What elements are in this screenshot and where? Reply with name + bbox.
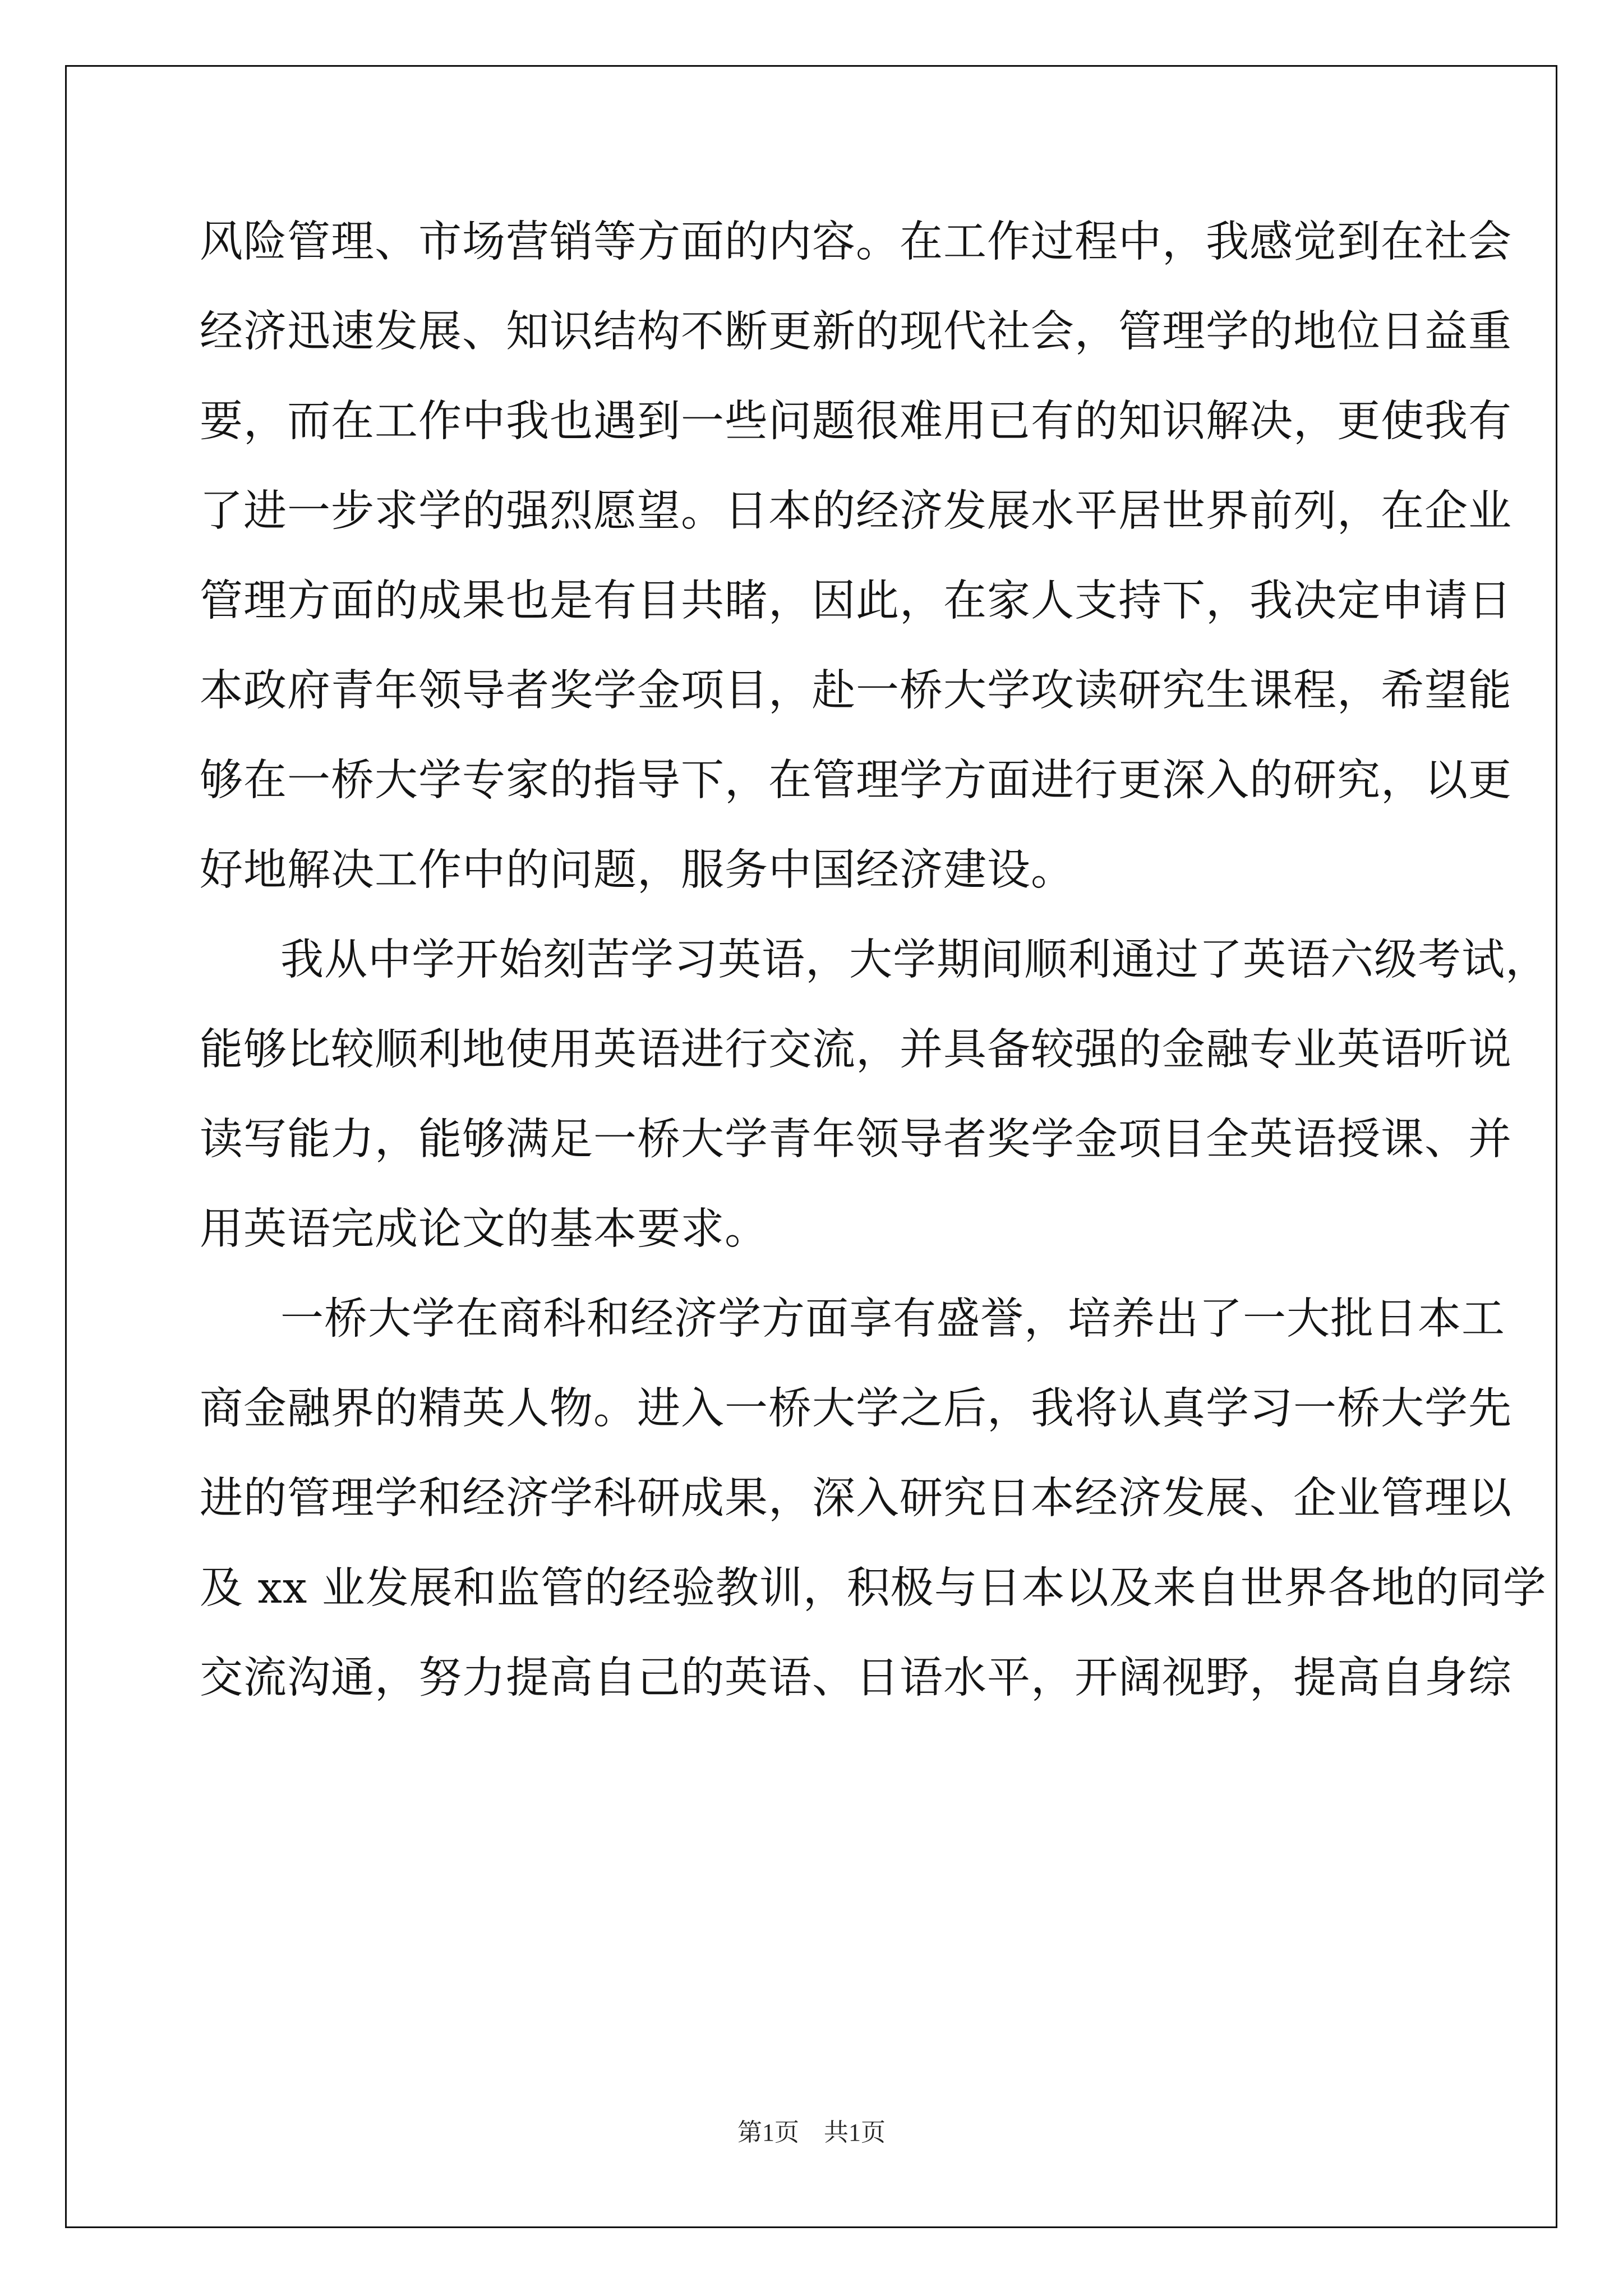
page-number-label: 第1页 共1页 [737,2119,886,2146]
text-line: 经济迅速发展、知识结构不断更新的现代社会，管理学的地位日益重 [200,307,1512,357]
text-line: 本政府青年领导者奖学金项目，赴一桥大学攻读研究生课程，希望能 [200,666,1512,716]
paragraph-start-line: 一桥大学在商科和经济学方面享有盛誉，培养出了一大批日本工 [280,1294,1505,1344]
text-line: 用英语完成论文的基本要求。 [200,1204,768,1254]
text-line: 管理方面的成果也是有目共睹，因此，在家人支持下，我决定申请日 [200,576,1512,626]
text-line: 进的管理学和经济学科研成果，深入研究日本经济发展、企业管理以 [200,1474,1512,1524]
text-line: 商金融界的精英人物。进入一桥大学之后，我将认真学习一桥大学先 [200,1384,1512,1434]
text-line: 了进一步求学的强烈愿望。日本的经济发展水平居世界前列，在企业 [200,486,1512,536]
text-line: 风险管理、市场营销等方面的内容。在工作过程中，我感觉到在社会 [200,217,1512,267]
text-line: 交流沟通，努力提高自己的英语、日语水平，开阔视野，提高自身综 [200,1653,1512,1703]
text-line: 读写能力，能够满足一桥大学青年领导者奖学金项目全英语授课、并 [200,1115,1512,1165]
text-line: 要，而在工作中我也遇到一些问题很难用已有的知识解决，更使我有 [200,397,1512,447]
text-line: 好地解决工作中的问题，服务中国经济建设。 [200,845,1075,895]
page-footer [0,2116,1623,2150]
text-line: 够在一桥大学专家的指导下，在管理学方面进行更深入的研究，以更 [200,756,1512,806]
text-line: 及 xx 业发展和监管的经验教训，积极与日本以及来自世界各地的同学 [200,1563,1547,1613]
paragraph-start-line: 我从中学开始刻苦学习英语，大学期间顺利通过了英语六级考试， [280,935,1549,985]
text-line: 能够比较顺利地使用英语进行交流，并具备较强的金融专业英语听说 [200,1025,1512,1075]
